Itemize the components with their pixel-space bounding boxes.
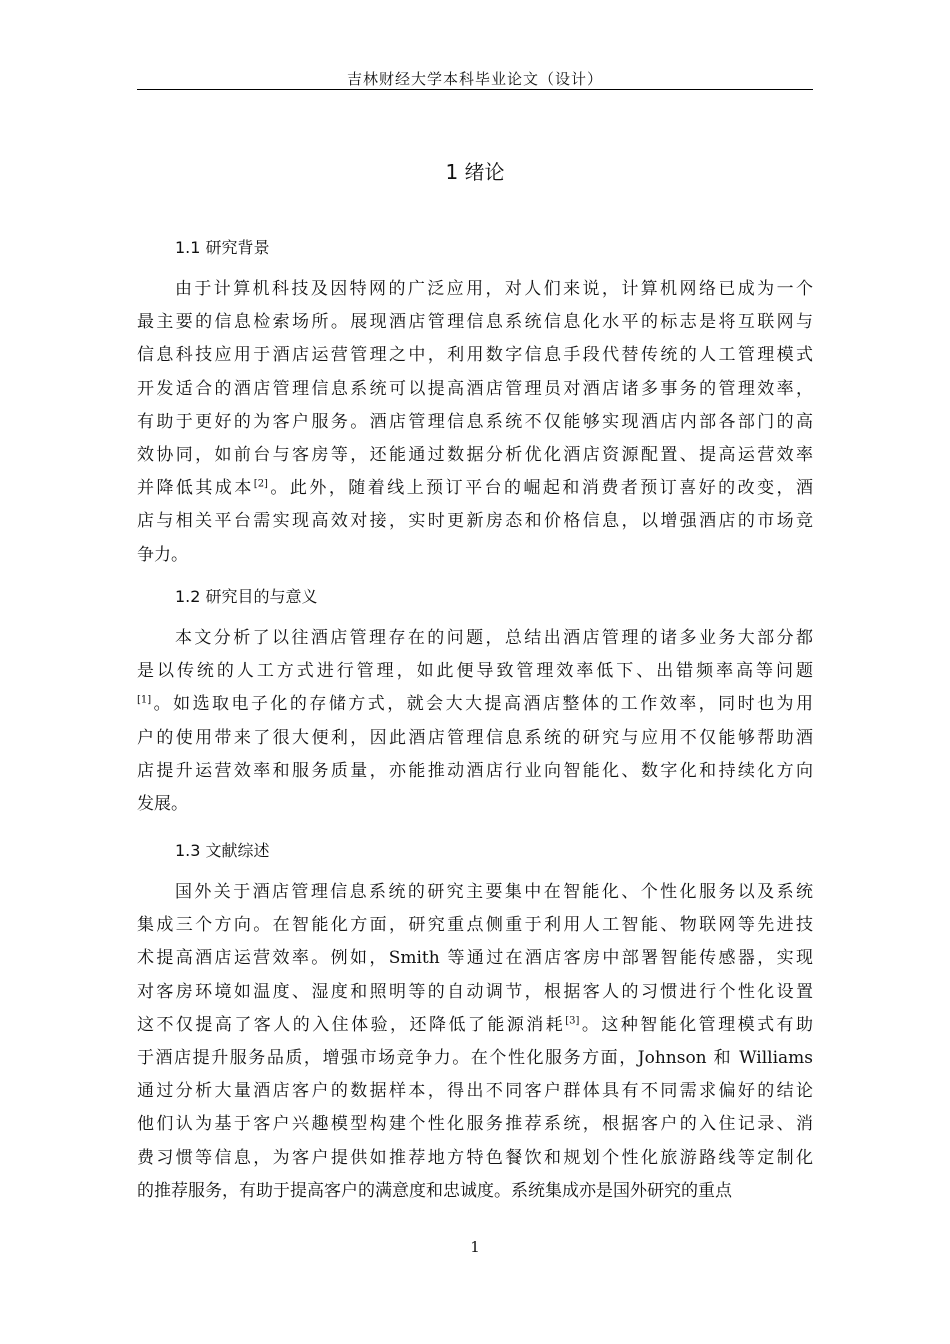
text-line: 争力。 <box>137 544 188 565</box>
text-segment: 并降低其成本 <box>137 478 254 499</box>
paragraph-purpose-significance <box>137 622 813 821</box>
text-segment: 。这种智能化管理模式有助 <box>579 1014 814 1035</box>
text-line: 本文分析了以往酒店管理存在的问题，总结出酒店管理的诸多业务大部分都 <box>175 628 813 648</box>
citation-ref: [1] <box>137 694 152 706</box>
text-line: 他们认为基于客户兴趣模型构建个性化服务推荐系统，根据客户的入住记录、消 <box>137 1114 813 1135</box>
text-line: 最主要的信息检索场所。展现酒店管理信息系统信息化水平的标志是将互联网与 <box>137 312 813 333</box>
text-line: 信息科技应用于酒店运营管理之中，利用数字信息手段代替传统的人工管理模式 <box>137 345 813 366</box>
text-line <box>137 688 813 721</box>
text-line: 通过分析大量酒店客户的数据样本，得出不同客户群体具有不同需求偏好的结论 <box>137 1081 813 1102</box>
citation-ref: [3] <box>565 1015 580 1027</box>
chapter-title: 1 绪论 <box>445 160 505 184</box>
text-segment: 。如选取电子化的存储方式，就会大大提高酒店整体的工作效率，同时也为用 <box>151 694 813 715</box>
text-line: 效协同，如前台与客房等，还能通过数据分析优化酒店资源配置、提高运营效率 <box>137 444 813 465</box>
text-segment: 这不仅提高了客人的入住体验，还降低了能源消耗 <box>137 1014 566 1035</box>
text-line: 的推荐服务，有助于提高客户的满意度和忠诚度。系统集成亦是国外研究的重点 <box>137 1180 732 1201</box>
text-line: 店提升运营效率和服务质量，亦能推动酒店行业向智能化、数字化和持续化方向 <box>137 760 813 781</box>
text-line: 户的使用带来了很大便利，因此酒店管理信息系统的研究与应用不仅能够帮助酒 <box>137 727 813 748</box>
text-line <box>137 1009 813 1042</box>
section-heading-1-2: 1.2 研究目的与意义 <box>175 587 318 606</box>
text-line: 店与相关平台需实现高效对接，实时更新房态和价格信息，以增强酒店的市场竞 <box>137 511 813 532</box>
running-header: 吉林财经大学本科毕业论文（设计） <box>346 70 603 88</box>
paragraph-research-background <box>137 273 813 572</box>
text-line: 开发适合的酒店管理信息系统可以提高酒店管理员对酒店诸多事务的管理效率， <box>137 378 813 399</box>
citation-ref: [2] <box>253 478 268 490</box>
section-heading-1-1: 1.1 研究背景 <box>175 238 270 257</box>
section-heading-1-3: 1.3 文献综述 <box>175 841 270 860</box>
text-segment: 。此外，随着线上预订平台的崛起和消费者预订喜好的改变，酒 <box>267 478 814 499</box>
text-line: 国外关于酒店管理信息系统的研究主要集中在智能化、个性化服务以及系统 <box>175 882 813 902</box>
header-rule <box>137 89 813 90</box>
text-line: 术提高酒店运营效率。例如，Smith 等通过在酒店客房中部署智能传感器，实现 <box>137 948 813 969</box>
text-line: 是以传统的人工方式进行管理，如此便导致管理效率低下、出错频率高等问题 <box>137 661 813 682</box>
text-line <box>137 472 813 505</box>
text-line: 对客房环境如温度、湿度和照明等的自动调节，根据客人的习惯进行个性化设置 <box>137 981 813 1002</box>
text-line: 集成三个方向。在智能化方面，研究重点侧重于利用人工智能、物联网等先进技 <box>137 915 813 936</box>
page-number: 1 <box>470 1238 480 1256</box>
text-line: 于酒店提升服务品质，增强市场竞争力。在个性化服务方面，Johnson 和 Williams <box>137 1047 813 1068</box>
text-line: 由于计算机科技及因特网的广泛应用，对人们来说，计算机网络已成为一个 <box>175 279 813 299</box>
text-line: 有助于更好的为客户服务。酒店管理信息系统不仅能够实现酒店内部各部门的高 <box>137 411 813 432</box>
paragraph-literature-review <box>137 876 813 1208</box>
text-line: 发展。 <box>137 793 188 814</box>
text-line: 费习惯等信息，为客户提供如推荐地方特色餐饮和规划个性化旅游路线等定制化 <box>137 1147 813 1168</box>
